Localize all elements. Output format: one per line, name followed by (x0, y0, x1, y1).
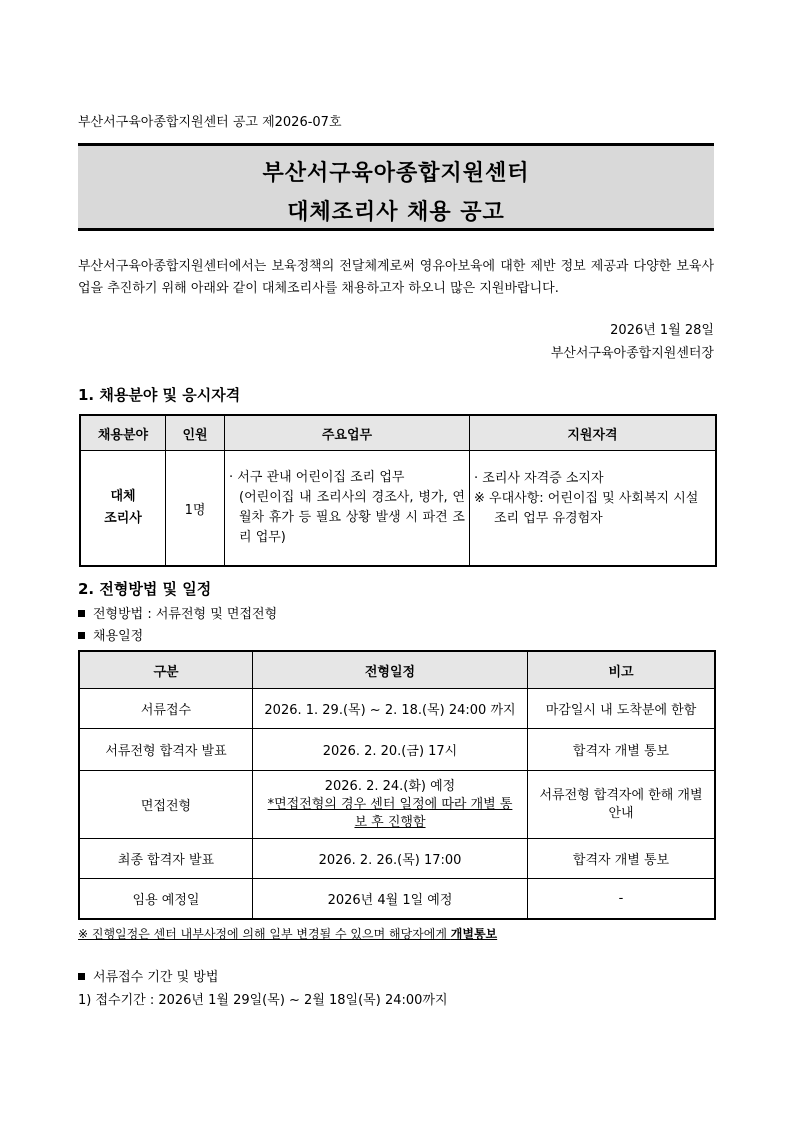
note-cell: 합격자 개별 통보 (528, 839, 716, 879)
header-count: 인원 (166, 415, 225, 451)
schedule-footnote (78, 925, 497, 942)
schedule-cell: 2026. 1. 29.(목) ~ 2. 18.(목) 24:00 까지 (253, 689, 528, 729)
notice-number: 부산서구육아종합지원센터 공고 제2026-07호 (78, 115, 342, 130)
stage-cell: 서류접수 (79, 689, 253, 729)
footnote-text: ※ 진행일정은 센터 내부사정에 의해 일부 변경될 수 있으며 해당자에게 (78, 927, 451, 941)
schedule-sub: *면접전형의 경우 센터 일정에 따라 개별 통보 후 진행함 (267, 796, 513, 830)
stage-cell: 임용 예정일 (79, 879, 253, 919)
schedule-table (78, 650, 716, 920)
table-row (79, 771, 715, 839)
header-note: 비고 (528, 651, 716, 689)
stage-cell: 면접전형 (79, 771, 253, 839)
count-cell: 1명 (166, 451, 225, 567)
header-duty: 주요업무 (225, 415, 470, 451)
qualification-cell (470, 451, 717, 567)
duty-line2: (어린이집 내 조리사의 경조사, 병가, 연월차 휴가 등 필요 상황 발생 시 파견 조리 업무) (239, 490, 465, 545)
schedule-cell: 2026. 2. 20.(금) 17시 (253, 729, 528, 771)
note-cell: 마감일시 내 도착분에 한함 (528, 689, 716, 729)
submission-heading: 서류접수 기간 및 방법 (93, 970, 219, 985)
schedule-main: 2026. 2. 24.(화) 예정 (324, 778, 456, 794)
issuer: 부산서구육아종합지원센터장 (550, 346, 714, 361)
table-row (80, 451, 716, 567)
field-line1: 대체 (110, 489, 136, 504)
duty-cell (225, 451, 470, 567)
table-header-row (80, 415, 716, 451)
table-row (79, 689, 715, 729)
stage-cell: 최종 합격자 발표 (79, 839, 253, 879)
square-bullet-icon (78, 632, 85, 639)
title-line2: 대체조리사 채용 공고 (287, 200, 505, 225)
schedule-cell (253, 771, 528, 839)
recruitment-table (79, 414, 717, 567)
method-text: 전형방법 : 서류전형 및 면접전형 (93, 607, 278, 622)
header-stage: 구분 (79, 651, 253, 689)
title-line1: 부산서구육아종합지원센터 (262, 161, 530, 186)
schedule-cell: 2026년 4월 1일 예정 (253, 879, 528, 919)
table-row (79, 729, 715, 771)
header-schedule: 전형일정 (253, 651, 528, 689)
stage-cell: 서류전형 합격자 발표 (79, 729, 253, 771)
table-row (79, 879, 715, 919)
issue-block (551, 319, 714, 365)
square-bullet-icon (78, 973, 85, 980)
submission-bullet (78, 966, 218, 985)
qual-line1: · 조리사 자격증 소지자 (474, 471, 604, 486)
duty-line1: · 서구 관내 어린이집 조리 업무 (229, 470, 405, 485)
title-box (78, 143, 714, 231)
table-row (79, 839, 715, 879)
square-bullet-icon (78, 610, 85, 617)
header-field: 채용분야 (80, 415, 166, 451)
note-cell: 서류전형 합격자에 한해 개별 안내 (528, 771, 716, 839)
schedule-cell: 2026. 2. 26.(목) 17:00 (253, 839, 528, 879)
table-header-row (79, 651, 715, 689)
intro-paragraph: 부산서구육아종합지원센터에서는 보육정책의 전달체계로써 영유아보육에 대한 제반 정보 제공과 다양한 보육사업을 추진하기 위해 아래와 같이 대체조리사를 채용하고자 하오니 많은 지원바랍니다. (78, 259, 714, 296)
schedule-label: 채용일정 (93, 629, 144, 644)
section2-heading: 2. 전형방법 및 일정 (78, 580, 212, 598)
qual-line2: ※ 우대사항: 어린이집 및 사회복지 시설 조리 업무 유경험자 (474, 491, 699, 526)
schedule-bullet (78, 625, 143, 644)
field-line2: 조리사 (104, 511, 142, 526)
method-bullet (78, 603, 277, 622)
footnote-bold: 개별통보 (450, 927, 498, 941)
note-cell: 합격자 개별 통보 (528, 729, 716, 771)
issue-date: 2026년 1월 28일 (610, 323, 714, 338)
field-cell (80, 451, 166, 567)
section1-heading: 1. 채용분야 및 응시자격 (78, 386, 241, 404)
note-cell: - (528, 879, 716, 919)
submission-period: 1) 접수기간 : 2026년 1월 29일(목) ~ 2월 18일(목) 24:00까지 (78, 993, 448, 1008)
header-qualification: 지원자격 (470, 415, 717, 451)
